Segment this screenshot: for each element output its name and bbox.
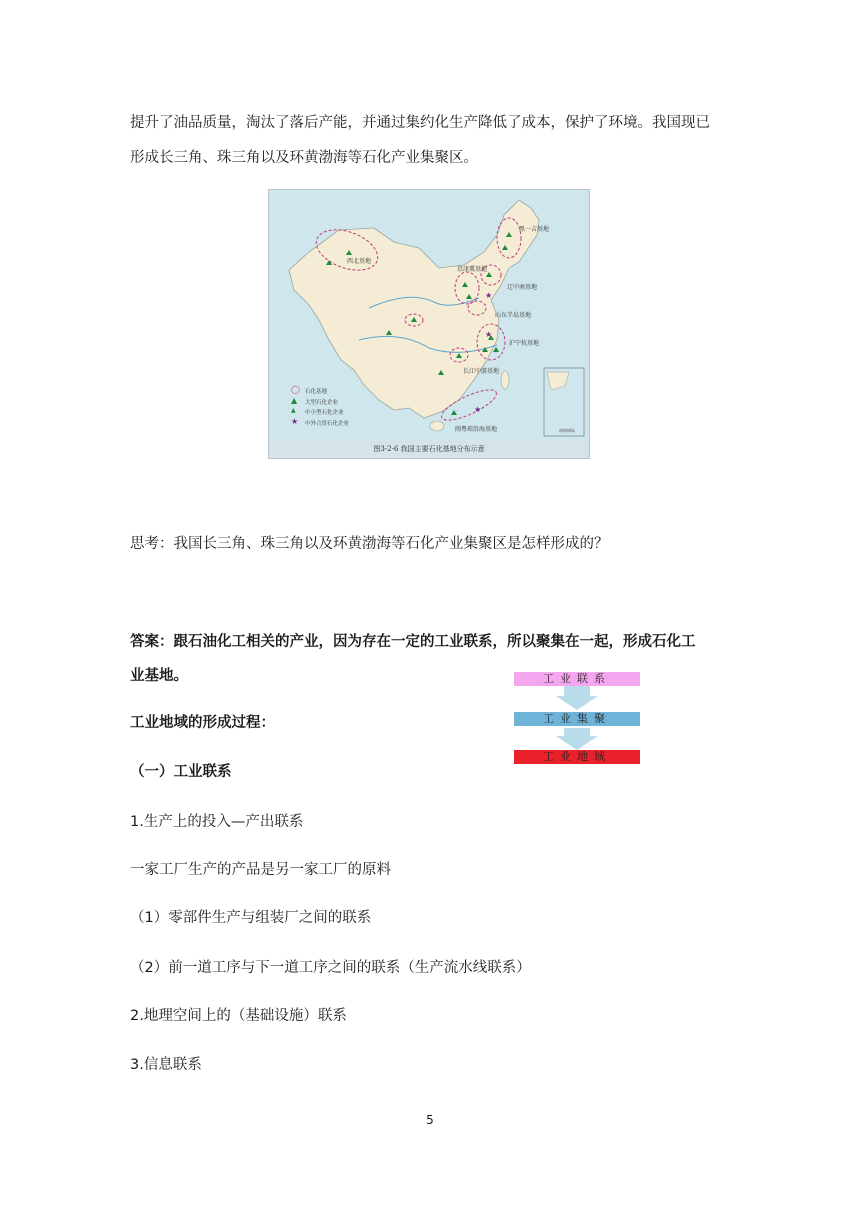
- taiwan-island: [501, 371, 509, 389]
- foreign-enterprise-star: ★: [485, 291, 493, 300]
- legend-base: 石化基地: [305, 389, 328, 395]
- enterprise-marker: [493, 347, 499, 352]
- map-caption: 图3-2-6 我国主要石化基地分布示意: [269, 440, 589, 458]
- industrial-region-flow-diagram: [514, 670, 644, 766]
- foreign-enterprise-star: ★: [485, 330, 493, 339]
- flow-arrow-1: [556, 686, 598, 710]
- answer-line-2: 业基地。: [130, 668, 188, 684]
- legend-large-icon: ▲: [291, 396, 298, 405]
- label-south-sea: 南海诸岛: [559, 428, 575, 433]
- subsection-heading: （一）工业联系: [130, 764, 232, 780]
- legend-large: 大型石化企业: [305, 400, 339, 406]
- legend-foreign-icon: ★: [291, 417, 299, 426]
- question-text: 思考：我国长三角、珠三角以及环黄渤海等石化产业集聚区是怎样形成的？: [130, 536, 609, 552]
- item-1-description: 一家工厂生产的产品是另一家工厂的原料: [130, 862, 391, 878]
- flow-step-industrial-linkage: 工业联系: [514, 672, 640, 686]
- item-3: 3.信息联系: [130, 1057, 202, 1073]
- foreign-enterprise-star: ★: [474, 405, 482, 414]
- item-1-sub-2: （2）前一道工序与下一道工序之间的联系（生产流水线联系）: [130, 960, 531, 976]
- flow-step-industrial-agglomeration: 工业集聚: [514, 712, 640, 726]
- item-2: 2.地理空间上的（基础设施）联系: [130, 1008, 347, 1024]
- flow-arrow-2: [556, 728, 598, 750]
- item-1: 1.生产上的投入—产出联系: [130, 814, 304, 830]
- label-northeast: 黑一吉基地: [519, 226, 550, 233]
- item-1-sub-1: （1）零部件生产与组装厂之间的联系: [130, 910, 372, 926]
- flow-step-industrial-region: 工业地域: [514, 750, 640, 764]
- label-shandong: 山东半岛基地: [495, 312, 532, 319]
- label-changjiang: 长江中游基地: [463, 368, 500, 375]
- enterprise-marker: [451, 410, 457, 415]
- section-heading: 工业地域的形成过程：: [130, 715, 275, 731]
- paragraph-line-2: 形成长三角、珠三角以及环黄渤海等石化产业集聚区。: [130, 150, 478, 166]
- legend-medium: 中小型石化企业: [305, 410, 344, 416]
- label-northwest: 西北基地: [347, 258, 372, 265]
- legend-base-icon: ◯: [291, 385, 300, 394]
- label-huning: 沪宁杭基地: [509, 340, 540, 347]
- page-number: 5: [426, 1113, 434, 1127]
- paragraph-line-1: 提升了油品质量，淘汰了落后产能，并通过集约化生产降低了成本，保护了环境。我国现已: [130, 115, 710, 131]
- label-fujian: 闽粤琼沿海基地: [455, 426, 498, 433]
- china-petrochemical-map: [268, 189, 590, 459]
- hainan-island: [430, 421, 444, 431]
- label-jingjinji: 京津冀基地: [457, 266, 488, 273]
- legend-foreign: 中外合资石化企业: [305, 421, 350, 427]
- label-liaoning: 辽中南基地: [507, 284, 538, 291]
- legend-medium-icon: ▲: [291, 407, 296, 414]
- answer-line-1: 答案：跟石油化工相关的产业，因为存在一定的工业联系，所以聚集在一起，形成石化工: [130, 634, 696, 650]
